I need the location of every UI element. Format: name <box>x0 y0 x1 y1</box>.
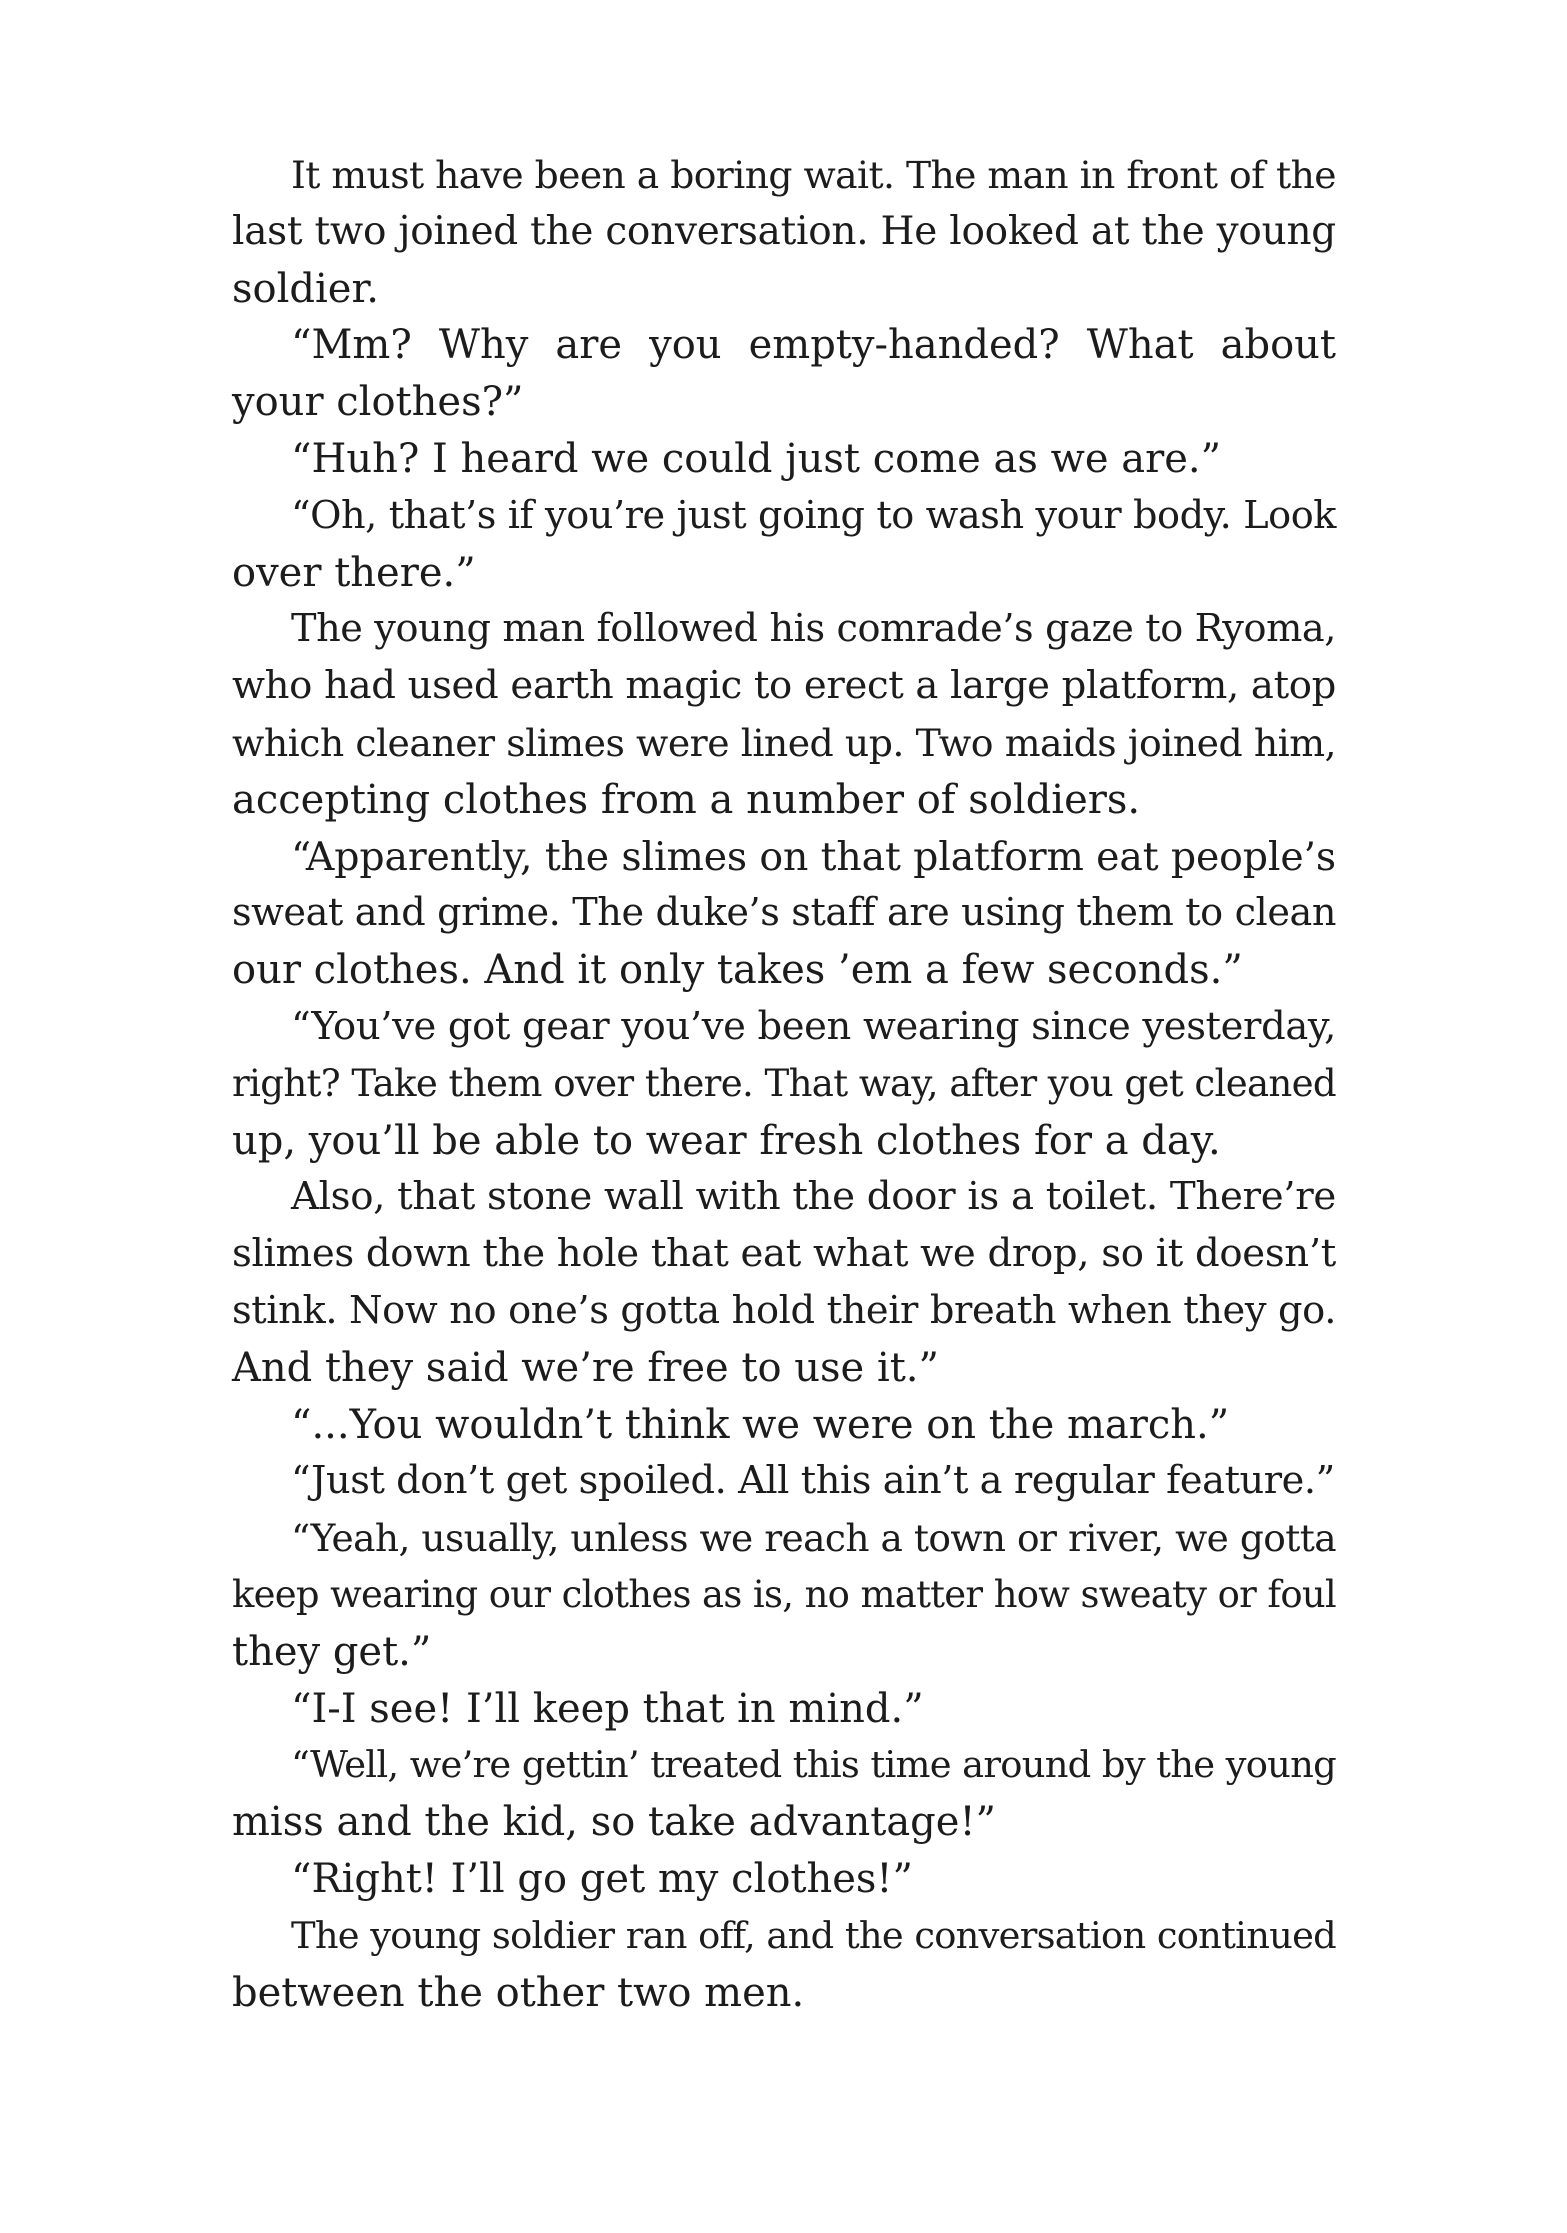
text-line: last two joined the conversation. He looked at the young <box>232 208 1336 254</box>
text-line: up, you’ll be able to wear fresh clothes for a day. <box>232 1117 1221 1164</box>
text-line: Also, that stone wall with the door is a toilet. There’re <box>291 1174 1336 1220</box>
paragraph <box>232 488 1336 602</box>
paragraph <box>232 1851 1336 1908</box>
text-line: “...You wouldn’t think we were on the march.” <box>291 1401 1230 1448</box>
paragraph <box>232 1510 1336 1680</box>
book-page-text <box>232 147 1336 2021</box>
text-line: The young soldier ran off, and the conversation continued <box>291 1913 1336 1957</box>
text-line: “Huh? I heard we could just come as we are.” <box>291 435 1222 482</box>
text-line: who had used earth magic to erect a large platform, atop <box>232 663 1336 709</box>
text-line: your clothes?” <box>232 379 524 426</box>
paragraph <box>232 1737 1336 1851</box>
text-line: our clothes. And it only takes ’em a few seconds.” <box>232 947 1243 994</box>
paragraph <box>232 1681 1336 1738</box>
text-line: “Mm? Why are you empty-handed? What about <box>291 322 1336 369</box>
text-line: “Yeah, usually, unless we reach a town or river, we gotta <box>291 1516 1336 1561</box>
text-line: slimes down the hole that eat what we drop, so it doesn’t <box>232 1231 1336 1277</box>
text-line: keep wearing our clothes as is, no matter how sweaty or foul <box>232 1572 1336 1616</box>
paragraph <box>232 1169 1336 1396</box>
paragraph <box>232 431 1336 488</box>
paragraph <box>232 1453 1336 1510</box>
text-line: It must have been a boring wait. The man in front of the <box>291 153 1336 197</box>
text-line: stink. Now no one’s gotta hold their breath when they go. <box>232 1287 1336 1333</box>
text-line: “Just don’t get spoiled. All this ain’t a regular feature.” <box>291 1458 1335 1504</box>
text-line: accepting clothes from a number of soldiers. <box>232 776 1141 823</box>
text-line: sweat and grime. The duke’s staff are using them to clean <box>232 891 1336 936</box>
paragraph <box>232 829 1336 999</box>
text-line: over there.” <box>232 549 476 596</box>
text-line: which cleaner slimes were lined up. Two maids joined him, <box>232 720 1336 765</box>
text-line: miss and the kid, so take advantage!” <box>232 1799 996 1846</box>
text-line: “Apparently, the slimes on that platform eat people’s <box>291 833 1336 880</box>
text-line: “Right! I’ll go get my clothes!” <box>291 1855 913 1902</box>
paragraph <box>232 1908 1336 2022</box>
text-line: And they said we’re free to use it.” <box>232 1344 939 1391</box>
text-line: “You’ve got gear you’ve been wearing since yesterday, <box>291 1003 1336 1049</box>
paragraph <box>232 317 1336 431</box>
text-line: soldier. <box>232 265 379 312</box>
text-line: “Oh, that’s if you’re just going to wash your body. Look <box>291 493 1336 538</box>
text-line: they get.” <box>232 1628 432 1675</box>
text-line: “Well, we’re gettin’ treated this time around by the young <box>291 1743 1336 1787</box>
paragraph <box>232 147 1336 317</box>
paragraph <box>232 999 1336 1169</box>
text-line: The young man followed his comrade’s gaze to Ryoma, <box>291 607 1336 652</box>
text-line: between the other two men. <box>232 1969 805 2016</box>
paragraph <box>232 601 1336 828</box>
text-line: right? Take them over there. That way, after you get cleaned <box>232 1061 1336 1105</box>
text-line: “I-I see! I’ll keep that in mind.” <box>291 1685 924 1732</box>
paragraph <box>232 1397 1336 1454</box>
